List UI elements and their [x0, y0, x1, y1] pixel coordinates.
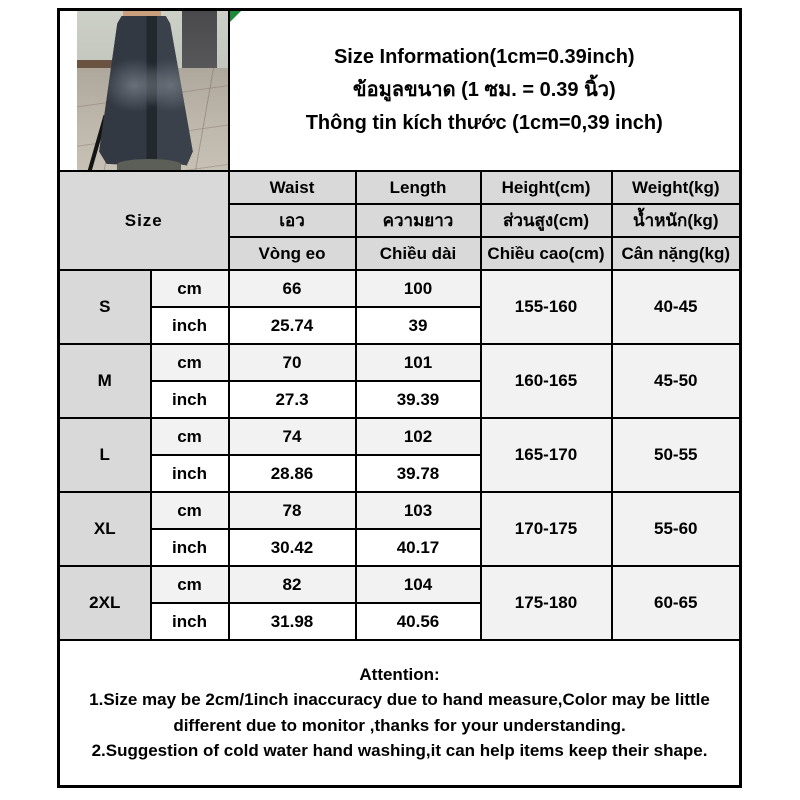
size-chart-sheet — [57, 8, 742, 788]
unit-label: inch — [151, 529, 229, 566]
waist-inch-value: 28.86 — [229, 455, 356, 492]
weight-range-value: 50-55 — [612, 418, 741, 492]
attention-heading: Attention: — [359, 664, 440, 684]
table-row — [59, 492, 741, 529]
unit-label: cm — [151, 566, 229, 603]
length-cm-value: 102 — [356, 418, 481, 455]
col-header-height-vi: Chiều cao(cm) — [481, 237, 612, 270]
size-label-m: M — [59, 344, 151, 418]
size-label-l: L — [59, 418, 151, 492]
height-range-value: 155-160 — [481, 270, 612, 344]
waist-inch-value: 30.42 — [229, 529, 356, 566]
length-cm-value: 100 — [356, 270, 481, 307]
unit-label: inch — [151, 455, 229, 492]
title-thai: ข้อมูลขนาด (1 ซม. = 0.39 นิ้ว) — [352, 79, 616, 101]
waist-inch-value: 27.3 — [229, 381, 356, 418]
table-row — [59, 344, 741, 381]
product-photo-cell — [59, 10, 229, 172]
col-header-waist-vi: Vòng eo — [229, 237, 356, 270]
unit-label: inch — [151, 307, 229, 344]
photo-shoes — [117, 159, 180, 170]
col-header-length-th: ความยาว — [356, 204, 481, 237]
length-cm-value: 103 — [356, 492, 481, 529]
unit-label: cm — [151, 270, 229, 307]
col-header-waist-th: เอว — [229, 204, 356, 237]
height-range-value: 160-165 — [481, 344, 612, 418]
size-chart-table — [57, 8, 742, 788]
length-inch-value: 39 — [356, 307, 481, 344]
table-row — [59, 418, 741, 455]
cell-corner-marker-icon — [230, 11, 241, 22]
height-range-value: 165-170 — [481, 418, 612, 492]
length-inch-value: 39.78 — [356, 455, 481, 492]
col-header-length-vi: Chiều dài — [356, 237, 481, 270]
unit-label: cm — [151, 344, 229, 381]
size-label-2xl: 2XL — [59, 566, 151, 640]
height-range-value: 170-175 — [481, 492, 612, 566]
weight-range-value: 40-45 — [612, 270, 741, 344]
attention-note-2: 2.Suggestion of cold water hand washing,it can help items keep their shape. — [91, 741, 708, 761]
waist-cm-value: 78 — [229, 492, 356, 529]
table-row — [59, 566, 741, 603]
waist-cm-value: 66 — [229, 270, 356, 307]
title-vietnamese: Thông tin kích thước (1cm=0,39 inch) — [305, 112, 663, 134]
size-label-xl: XL — [59, 492, 151, 566]
waist-inch-value: 31.98 — [229, 603, 356, 640]
title-english: Size Information(1cm=0.39inch) — [333, 46, 635, 68]
unit-label: inch — [151, 381, 229, 418]
length-cm-value: 104 — [356, 566, 481, 603]
length-inch-value: 39.39 — [356, 381, 481, 418]
unit-label: inch — [151, 603, 229, 640]
col-header-weight-th: น้ำหนัก(kg) — [612, 204, 741, 237]
attention-note-1: 1.Size may be 2cm/1inch inaccuracy due to hand measure,Color may be little different due to monitor ,thanks for your understanding. — [89, 690, 710, 735]
product-photo — [77, 11, 228, 170]
waist-inch-value: 25.74 — [229, 307, 356, 344]
weight-range-value: 45-50 — [612, 344, 741, 418]
unit-label: cm — [151, 492, 229, 529]
length-cm-value: 101 — [356, 344, 481, 381]
height-range-value: 175-180 — [481, 566, 612, 640]
col-header-weight-vi: Cân nặng(kg) — [612, 237, 741, 270]
col-header-weight-en: Weight(kg) — [612, 171, 741, 204]
size-column-header: Size — [59, 171, 229, 270]
table-row — [59, 270, 741, 307]
waist-cm-value: 70 — [229, 344, 356, 381]
length-inch-value: 40.17 — [356, 529, 481, 566]
waist-cm-value: 82 — [229, 566, 356, 603]
unit-label: cm — [151, 418, 229, 455]
weight-range-value: 60-65 — [612, 566, 741, 640]
weight-range-value: 55-60 — [612, 492, 741, 566]
title-cell — [229, 10, 741, 172]
waist-cm-value: 74 — [229, 418, 356, 455]
attention-cell — [59, 640, 741, 786]
col-header-length-en: Length — [356, 171, 481, 204]
col-header-height-en: Height(cm) — [481, 171, 612, 204]
col-header-height-th: ส่วนสูง(cm) — [481, 204, 612, 237]
size-label-s: S — [59, 270, 151, 344]
length-inch-value: 40.56 — [356, 603, 481, 640]
col-header-waist-en: Waist — [229, 171, 356, 204]
